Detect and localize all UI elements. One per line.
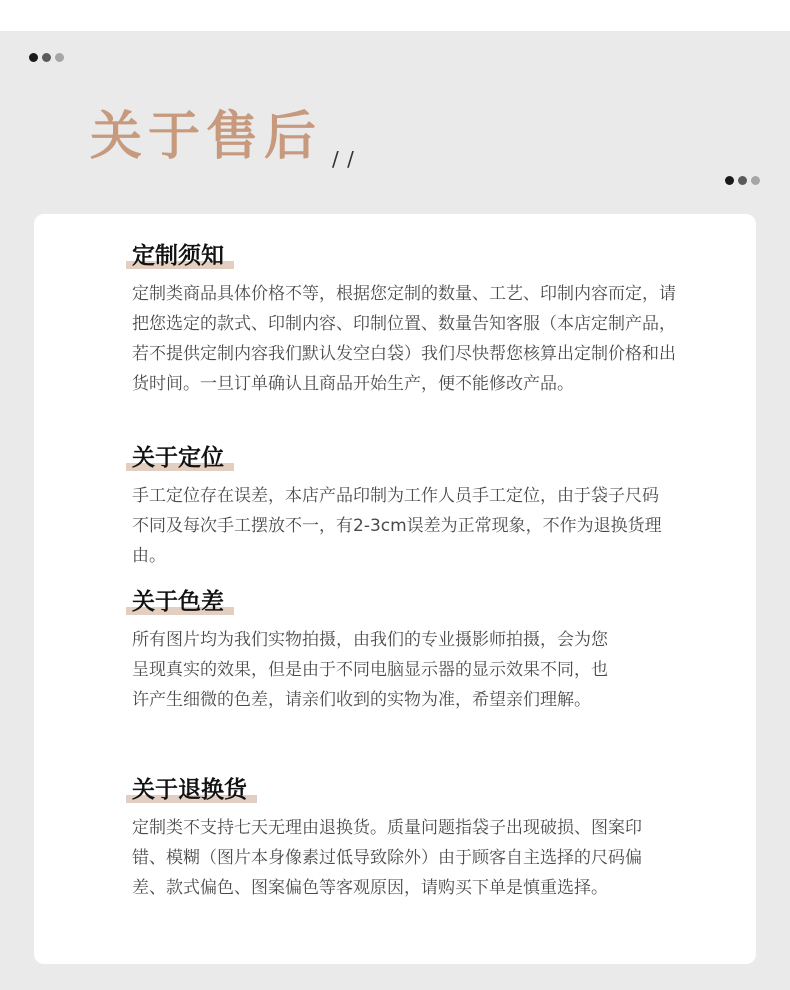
dot-light bbox=[55, 53, 64, 62]
dot-light bbox=[751, 176, 760, 185]
section-body: 定制类商品具体价格不等，根据您定制的数量、工艺、印制内容而定，请把您选定的款式、印制内容、印制位置、数量告知客服（本店定制产品，若不提供定制内容我们默认发空白袋）我们尽快帮您核算出定制价格和出货时间。一旦订单确认且商品开始生产，便不能修改产品。 bbox=[132, 284, 676, 394]
section-heading: 定制须知 bbox=[132, 241, 234, 271]
dot-dark bbox=[29, 53, 38, 62]
dot-mid bbox=[738, 176, 747, 185]
page-background bbox=[0, 31, 790, 990]
section-heading: 关于退换货 bbox=[132, 775, 257, 805]
dot-mid bbox=[42, 53, 51, 62]
section-heading: 关于色差 bbox=[132, 587, 234, 617]
section-color-difference bbox=[132, 587, 612, 715]
section-body: 所有图片均为我们实物拍摄，由我们的专业摄影师拍摄，会为您呈现真实的效果，但是由于不同电脑显示器的显示效果不同，也许产生细微的色差，请亲们收到的实物为准，希望亲们理解。 bbox=[132, 630, 608, 710]
section-body: 手工定位存在误差，本店产品印制为工作人员手工定位，由于袋子尺码不同及每次手工摆放不一，有2-3cm误差为正常现象，不作为退换货理由。 bbox=[132, 486, 662, 566]
content-card bbox=[34, 214, 756, 964]
decorative-dots-top bbox=[29, 53, 64, 62]
title-slashes: / / bbox=[332, 147, 355, 171]
dot-dark bbox=[725, 176, 734, 185]
section-returns bbox=[132, 775, 652, 903]
section-positioning bbox=[132, 443, 662, 571]
section-heading: 关于定位 bbox=[132, 443, 234, 473]
section-custom-notice bbox=[132, 241, 692, 399]
section-body: 定制类不支持七天无理由退换货。质量问题指袋子出现破损、图案印错、模糊（图片本身像素过低导致除外）由于顾客自主选择的尺码偏差、款式偏色、图案偏色等客观原因，请购买下单是慎重选择。 bbox=[132, 818, 642, 898]
decorative-dots-right bbox=[725, 176, 760, 185]
page-title: 关于售后 bbox=[90, 107, 323, 167]
